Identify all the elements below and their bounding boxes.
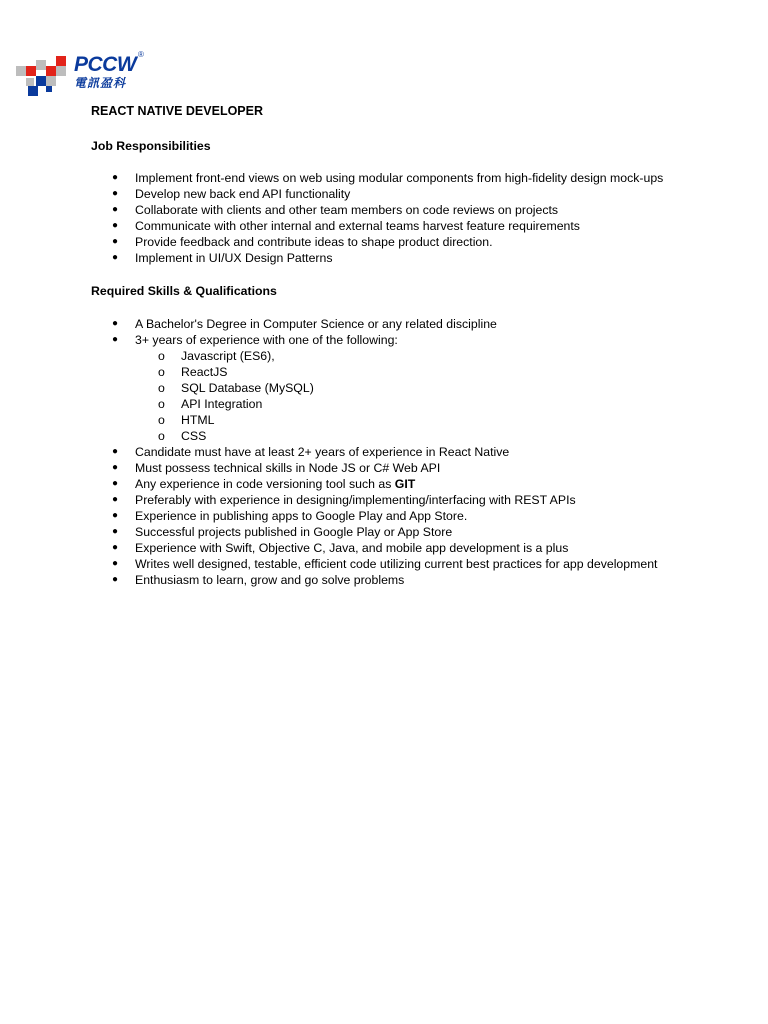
bullet-icon: ● bbox=[112, 252, 119, 263]
list-item: ● Provide feedback and contribute ideas to shape product direction. bbox=[112, 235, 493, 249]
list-item: ● Enthusiasm to learn, grow and go solve problems bbox=[112, 573, 405, 587]
list-item: ● Experience with Swift, Objective C, Java, and mobile app development is a plus bbox=[112, 541, 569, 555]
sub-bullet-icon: o bbox=[158, 349, 165, 363]
logo-registered-mark: ® bbox=[138, 50, 144, 59]
bullet-icon: ● bbox=[112, 236, 119, 247]
sub-list-item: o HTML bbox=[158, 413, 215, 427]
list-item: ● Writes well designed, testable, efficient code utilizing current best practices for app development bbox=[112, 557, 658, 571]
responsibilities-list bbox=[91, 170, 731, 266]
bullet-icon: ● bbox=[112, 558, 119, 569]
bullet-icon: ● bbox=[112, 220, 119, 231]
sub-bullet-icon: o bbox=[158, 365, 165, 379]
sub-bullet-icon: o bbox=[158, 413, 165, 427]
bullet-icon: ● bbox=[112, 478, 119, 489]
git-highlight: GIT bbox=[394, 477, 416, 491]
sub-bullet-icon: o bbox=[158, 397, 165, 411]
responsibilities-heading: Job Responsibilities bbox=[91, 139, 211, 153]
qualifications-heading: Required Skills & Qualifications bbox=[91, 284, 277, 298]
list-item: ● Any experience in code versioning tool such as GIT bbox=[112, 477, 416, 491]
bullet-icon: ● bbox=[112, 510, 119, 521]
sub-list-item: o API Integration bbox=[158, 397, 263, 411]
bullet-icon: ● bbox=[112, 462, 119, 473]
sub-list-item: o Javascript (ES6), bbox=[158, 349, 275, 363]
bullet-icon: ● bbox=[112, 188, 119, 199]
bullet-icon: ● bbox=[112, 574, 119, 585]
bullet-icon: ● bbox=[112, 334, 119, 345]
list-item: ● 3+ years of experience with one of the following: o Javascript (ES6), o ReactJS o SQL Database (MySQL) o API Integration o HTML o CSS bbox=[91, 332, 731, 444]
bullet-icon: ● bbox=[112, 526, 119, 537]
bullet-icon: ● bbox=[112, 494, 119, 505]
bullet-icon: ● bbox=[112, 204, 119, 215]
list-item: ● Experience in publishing apps to Google Play and App Store. bbox=[112, 509, 468, 523]
sub-list-item: o SQL Database (MySQL) bbox=[158, 381, 314, 395]
sub-list-item: o ReactJS bbox=[158, 365, 228, 379]
list-item: ● Develop new back end API functionality bbox=[112, 187, 351, 201]
skills-sublist bbox=[135, 348, 731, 444]
sub-list-item: o CSS bbox=[158, 429, 207, 443]
page-title: REACT NATIVE DEVELOPER bbox=[91, 104, 264, 118]
list-item: ● Must possess technical skills in Node JS or C# Web API bbox=[112, 461, 441, 475]
list-item: ● Candidate must have at least 2+ years of experience in React Native bbox=[112, 445, 510, 459]
pccw-logo bbox=[16, 52, 150, 98]
bullet-icon: ● bbox=[112, 446, 119, 457]
bullet-icon: ● bbox=[112, 542, 119, 553]
list-item: ● Successful projects published in Google Play or App Store bbox=[112, 525, 453, 539]
list-item: ● Implement front-end views on web using modular components from high-fidelity design mock-ups bbox=[112, 171, 664, 185]
bullet-icon: ● bbox=[112, 172, 119, 183]
list-item: ● A Bachelor's Degree in Computer Science or any related discipline bbox=[112, 317, 497, 331]
logo-chinese-name: 電訊盈科 bbox=[74, 76, 127, 90]
list-item: ● Communicate with other internal and external teams harvest feature requirements bbox=[112, 219, 580, 233]
qualifications-list bbox=[91, 316, 731, 588]
list-item: ● Preferably with experience in designing/implementing/interfacing with REST APIs bbox=[112, 493, 576, 507]
sub-bullet-icon: o bbox=[158, 381, 165, 395]
logo-brand-name: PCCW bbox=[74, 53, 137, 76]
logo-mosaic-icon bbox=[16, 52, 72, 98]
list-item: ● Implement in UI/UX Design Patterns bbox=[112, 251, 333, 265]
sub-bullet-icon: o bbox=[158, 429, 165, 443]
list-item: ● Collaborate with clients and other team members on code reviews on projects bbox=[112, 203, 559, 217]
bullet-icon: ● bbox=[112, 318, 119, 329]
job-posting bbox=[91, 102, 731, 588]
